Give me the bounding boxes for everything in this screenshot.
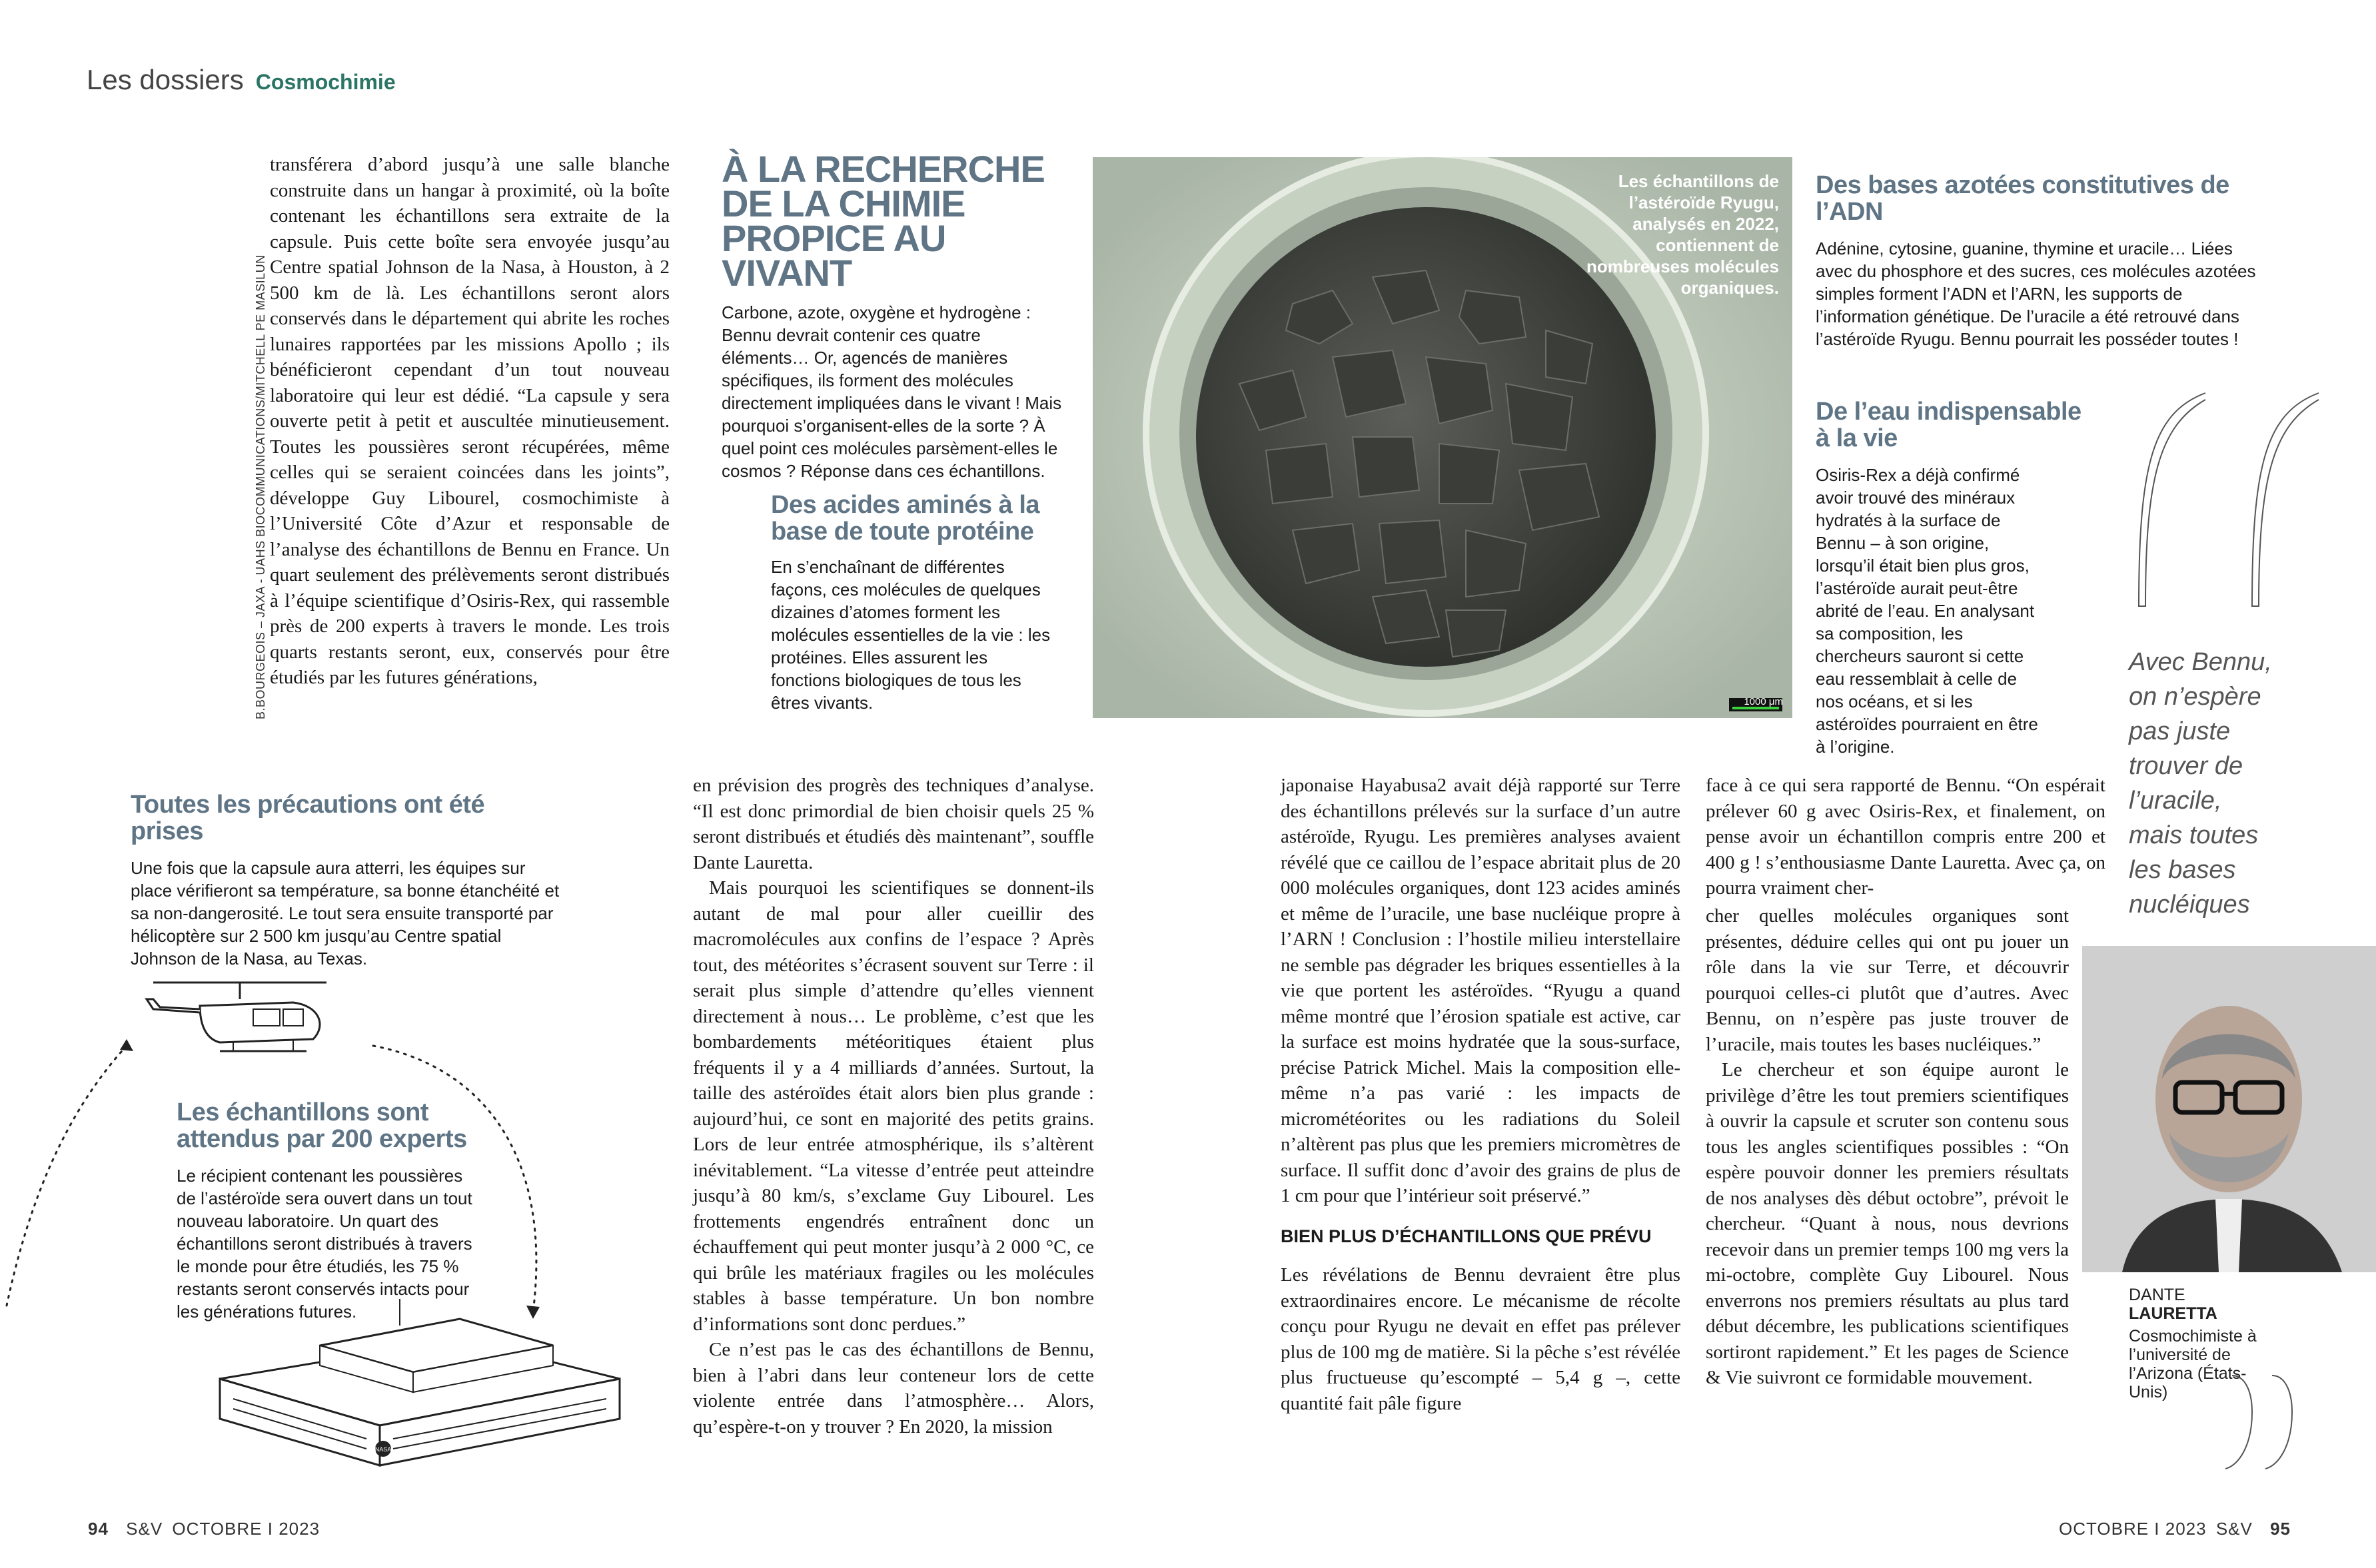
column-4-top bbox=[1706, 773, 2105, 901]
folio-left bbox=[88, 1519, 320, 1539]
magazine-brand: S&V bbox=[126, 1519, 163, 1539]
portrait-first-name: DANTE bbox=[2129, 1286, 2185, 1304]
section-header bbox=[87, 64, 396, 96]
precautions-box bbox=[131, 791, 564, 970]
paragraph: Mais pourquoi les scientifiques se donnent-ils autant de mal pour aller cueillir des macromolécules aux confins de l’espace ? Après tout, des météorites s’écrasent souvent sur Terre : il serait plus simple d’attendre qu’elles viennent directement à nous… Le problème, c’est que les bombardements météoritiques étaient plus fréquents il y a 4 milliards d’années. Surtout, la taille des astéroïdes était alors bien plus grande : aujourd’hui, ce sont en majorité des petits grains. Lors de leur entrée atmosphérique, ils s’altèrent inévitablement. “La vitesse d’entrée peut atteindre jusqu’à 80 km/s, s’exclame Guy Libourel. Les frottements engendrés entraînent donc un échauffement qui peut monter jusqu’à 2 000 °C, ce qui brûle les matériaux fragiles ou les molécules stables à basse température. Un bon nombre d’informations sont donc perdues.” bbox=[693, 877, 1094, 1335]
amino-title: Des acides aminés à la base de toute protéine bbox=[771, 491, 1040, 546]
paragraph: face à ce qui sera rapporté de Bennu. “On espérait prélever 60 g avec Osiris-Rex, et finalement, on pense avoir un échantillon compris entre 200 et 400 g ! s’enthousiasme Dante Lauretta. Avec ça, on pourra vraiment cher- bbox=[1706, 775, 2105, 899]
water-box bbox=[1816, 398, 2082, 758]
portrait-photo bbox=[2082, 946, 2376, 1272]
water-title: De l’eau indispensable à la vie bbox=[1816, 398, 2081, 452]
water-text: Osiris-Rex a déjà confirmé avoir trouvé des minéraux hydratés à la surface de Bennu – à son origine, lorsqu’il était bien plus gros, l’astéroïde aurait peut-être abrité de l’eau. En analysant sa composition, les chercheurs sauront si cette eau ressemblait à celle de nos océans, et si les astéroïdes pourraient en être à l’origine. bbox=[1816, 465, 2038, 757]
chem-box bbox=[722, 148, 1068, 482]
section-label: Les dossiers bbox=[87, 64, 244, 95]
precautions-text: Une fois que la capsule aura atterri, les équipes sur place vérifieront sa température, sa bonne étanchéité et sa non-dangerosité. Le tout sera ensuite transporté par hélicoptère sur 2 500 km jusqu’au Centre spatial Johnson de la Nasa, au Texas. bbox=[131, 858, 560, 969]
column-2-text bbox=[693, 773, 1094, 1439]
column-3-text bbox=[1281, 773, 1680, 1416]
photo-credit: B.BOURGEOIS – JAXA - UAHS BIOCOMMUNICATIONS/MITCHELL PE MASILUN bbox=[254, 254, 267, 719]
lab-text: Le récipient contenant les poussières de l’astéroïde sera ouvert dans un tout nouveau laboratoire. Un quart des échantillons seront distribués à travers le monde pour être étudiés, les 75 % restants seront conservés intacts pour les générations futures. bbox=[177, 1166, 472, 1322]
subheading: BIEN PLUS D’ÉCHANTILLONS QUE PRÉVU bbox=[1281, 1226, 1652, 1246]
amino-box bbox=[771, 492, 1051, 714]
lab-title: Les échantillons sont attendus par 200 experts bbox=[177, 1098, 467, 1153]
scale-label: 1000 μm bbox=[1744, 696, 1783, 707]
folio-right bbox=[2059, 1519, 2291, 1539]
column-4-narrow bbox=[1706, 903, 2069, 1391]
section-sublabel: Cosmochimie bbox=[255, 70, 396, 94]
issue-date: OCTOBRE I 2023 bbox=[172, 1519, 320, 1539]
column-1-text bbox=[270, 152, 670, 691]
quote-close-icon bbox=[2219, 1372, 2312, 1472]
paragraph: cher quelles molécules organiques sont présentes, déduire celles qui ont pu jouer un rôle dans la vie sur Terre, et découvrir pourquoi celles-ci plutôt que d’autres. Avec Bennu, on n’espère pas juste trouver de l’uracile, mais toutes les bases nucléiques.” bbox=[1706, 905, 2069, 1055]
lab-box bbox=[177, 1099, 483, 1323]
dna-box bbox=[1816, 172, 2269, 350]
nasa-sign: NASA bbox=[374, 1446, 392, 1453]
page-number: 95 bbox=[2270, 1519, 2291, 1539]
photo-caption: Les échantillons de l’astéroïde Ryugu, analysés en 2022, contiennent de nombreuses molécules organiques. bbox=[1586, 171, 1779, 298]
issue-date: OCTOBRE I 2023 bbox=[2058, 1519, 2207, 1539]
paragraph: en prévision des progrès des techniques d’analyse. “Il est donc primordial de bien choisir quels 25 % seront distribués et étudiés dès maintenant”, souffle Dante Lauretta. bbox=[693, 775, 1094, 873]
page-number: 94 bbox=[88, 1519, 109, 1539]
paragraph: japonaise Hayabusa2 avait déjà rapporté sur Terre des échantillons prélevés sur la surface d’un autre astéroïde, Ryugu. Les premières analyses avaient révélé que ce caillou de l’espace abritait plus de 20 000 molécules organiques, dont 123 acides aminés et même de l’uracile, une base nucléique propre à l’ARN ! Conclusion : l’hostile milieu interstellaire ne semble pas dégrader les briques essentielles à la vie que portent les astéroïdes. “Ryugu a quand même montré que l’érosion spatiale est active, car la surface est moins hydratée que la sous-surface, précise Patrick Michel. Mais la composition elle-même n’a pas varié : les impacts de micrométéorites ou les radiations du Soleil n’altèrent pas plus que les premiers micromètres de surface. Il suffit donc d’avoir des grains de plus de 1 cm pour que l’intérieur soit préservé.” bbox=[1281, 775, 1680, 1206]
portrait-last-name: LAURETTA bbox=[2129, 1304, 2217, 1323]
pull-quote: Avec Bennu, on n’espère pas juste trouver de l’uracile, mais toutes les bases nucléiques bbox=[2129, 648, 2272, 919]
laboratory-building-icon bbox=[180, 1299, 660, 1472]
sample-photo bbox=[1093, 157, 1792, 718]
quote-open-icon bbox=[2125, 386, 2325, 613]
portrait-drawing bbox=[2082, 946, 2376, 1272]
magazine-brand: S&V bbox=[2215, 1519, 2253, 1539]
chem-box-title: À LA RECHERCHE DE LA CHIMIE PROPICE AU VIVANT bbox=[722, 148, 1045, 294]
portrait-role: Cosmochimiste à l’université de l’Arizona (États-Unis) bbox=[2129, 1327, 2257, 1401]
amino-text: En s’enchaînant de différentes façons, ces molécules de quelques dizaines d’atomes forment les molécules essentielles de la vie : les protéines. Elles assurent les fonctions biologiques de tous les êtres vivants. bbox=[771, 557, 1051, 713]
dna-title: Des bases azotées constitutives de l’ADN bbox=[1816, 171, 2229, 226]
paragraph: Le chercheur et son équipe auront le privilège d’être les tout premiers scientifiques à ouvrir la capsule et scruter son contenu sous tous les angles scientifiques possibles : “On espère pouvoir donner les premiers résultats de nos analyses dès début octobre”, prévoit le chercheur. “Quant à nous, nous devrions recevoir dans un premier temps 100 mg vers la mi-octobre, complète Guy Libourel. Nous enverrons nos premiers résultats au plus tard début décembre, les publications scientifiques sortiront rapidement.” Et les pages de Science & Vie suivront ce formidable mouvement. bbox=[1706, 1059, 2069, 1388]
precautions-title: Toutes les précautions ont été prises bbox=[131, 791, 485, 845]
paragraph: Ce n’est pas le cas des échantillons de Bennu, bien à l’abri dans leur conteneur lors de cette violente entrée dans l’atmosphère… Alors, qu’espère-t-on y trouver ? En 2020, la mission bbox=[693, 1339, 1094, 1437]
paragraph: Les révélations de Bennu devraient être plus extraordinaires encore. Le mécanisme de récolte conçu pour Ryugu ne devait en effet pas prélever plus de 100 mg de matière. Si la pêche s’est révélée plus fructueuse qu’escompté – 5,4 g –, cette quantité fait pâle figure bbox=[1281, 1264, 1680, 1414]
paragraph: transférera d’abord jusqu’à une salle blanche construite dans un hangar à proximité, où la boîte contenant les échantillons sera extraite de la capsule. Puis cette boîte sera envoyée jusqu’au Centre spatial Johnson de la Nasa, à Houston, à 2 500 km de là. Les échantillons seront alors conservés dans le département qui abrite les roches lunaires rapportées par les missions Apollo ; ils bénéficieront cependant d’un tout nouveau laboratoire qui leur est dédié. “La capsule y sera ouverte petit à petit et auscultée minutieusement. Toutes les poussières seront récupérées, même celles qui se seraient coincées dans les joints”, développe Guy Libourel, cosmochimiste à l’Université Côte d’Azur et responsable de l’analyse des échantillons de Bennu en France. Un quart seulement des prélèvements seront distribués à l’équipe scientifique d’Osiris-Rex, qui rassemble près de 200 experts à travers le monde. Les trois quarts restants seront, eux, conservés pour être étudiés par les futures générations, bbox=[270, 154, 670, 688]
chem-box-intro: Carbone, azote, oxygène et hydrogène : Bennu devrait contenir ces quatre éléments… Or, agencés de manières spécifiques, ils forment des molécules directement impliquées dans le vivant ! Mais pourquoi s’organisent-elles de la sorte ? À quel point ces molécules parsèment-elles le cosmos ? Réponse dans ces échantillons. bbox=[722, 302, 1062, 481]
dna-text: Adénine, cytosine, guanine, thymine et uracile… Liées avec du phosphore et des sucres, ces molécules azotées simples forment l’ADN et l’ARN, les supports de l’information génétique. De l’uracile a été retrouvé dans l’astéroïde Ryugu. Bennu pourrait les posséder toutes ! bbox=[1816, 238, 2256, 349]
